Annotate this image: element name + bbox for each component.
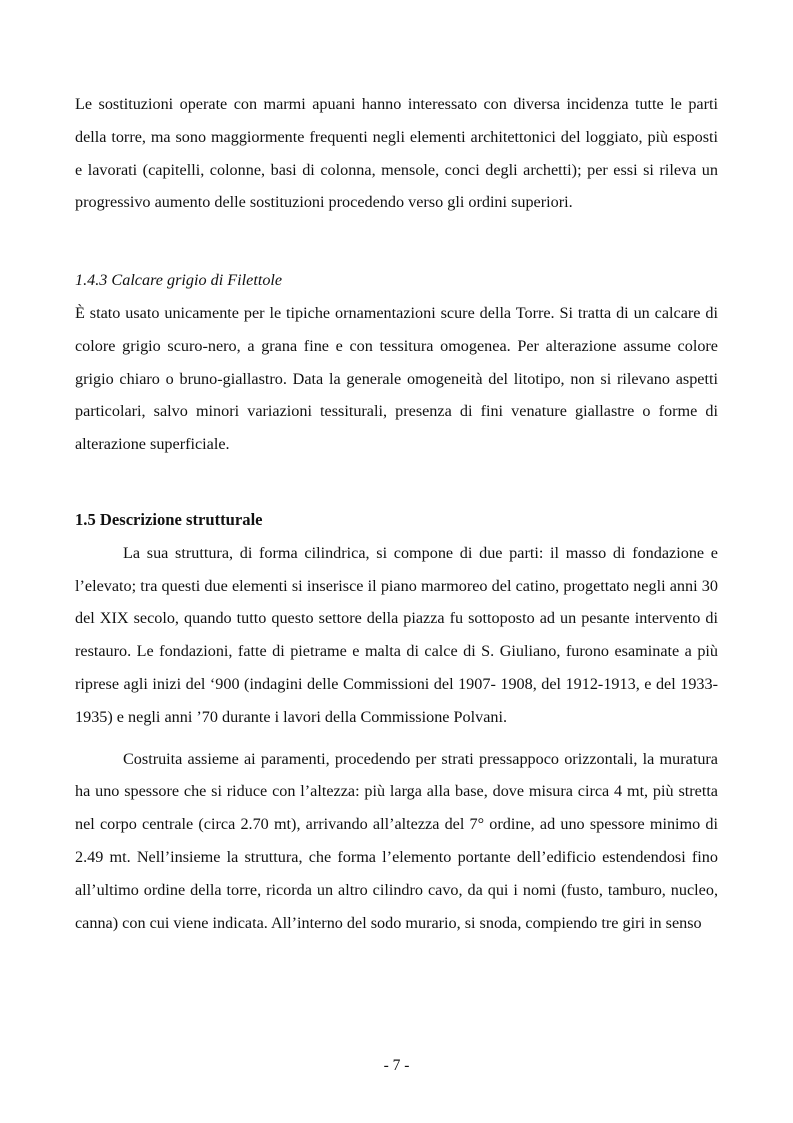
document-page [75, 88, 718, 939]
paragraph-muratura: Costruita assieme ai paramenti, procedendo per strati pressappoco orizzontali, la muratura ha uno spessore che si riduce con l’altezza: più larga alla base, dove misura circa 4 mt, più stretta nel corpo centrale (circa 2.70 mt), arrivando all’altezza del 7° ordine, ad uno spessore minimo di 2.49 mt. Nell’insieme la struttura, che forma l’elemento portante dell’edificio estendendosi fino all’ultimo ordine della torre, ricorda un altro cilindro cavo, da qui i nomi (fusto, tamburo, nucleo, canna) con cui viene indicata. All’interno del sodo murario, si snoda, compiendo tre giri in senso [75, 749, 718, 932]
paragraph-struttura: La sua struttura, di forma cilindrica, si compone di due parti: il masso di fondazione e l’elevato; tra questi due elementi si inserisce il piano marmoreo del catino, progettato negli anni 30 del XIX secolo, quando tutto questo settore della piazza fu sottoposto ad un pesante intervento di restauro. Le fondazioni, fatte di pietrame e malta di calce di S. Giuliano, furono esaminate a più riprese agli inizi del ‘900 (indagini delle Commissioni del 1907- 1908, del 1912-1913, e del 1933-1935) e negli anni ’70 durante i lavori della Commissione Polvani. [75, 543, 718, 726]
paragraph-calcare-grigio: È stato usato unicamente per le tipiche ornamentazioni scure della Torre. Si tratta di un calcare di colore grigio scuro-nero, a grana fine e con tessitura omogenea. Per alterazione assume colore grigio chiaro o bruno-giallastro. Data la generale omogeneità del litotipo, non si rilevano aspetti particolari, salvo minori variazioni tessiturali, presenza di fini venature giallastre o forme di alterazione superficiale. [75, 303, 718, 454]
section-heading-calcare-grigio: 1.4.3 Calcare grigio di Filettole [75, 271, 283, 290]
section-heading-descrizione-strutturale: 1.5 Descrizione strutturale [75, 509, 263, 529]
paragraph-marmi-apuani: Le sostituzioni operate con marmi apuani hanno interessato con diversa incidenza tutte le parti della torre, ma sono maggiormente frequenti negli elementi architettonici del loggiato, più esposti e lavorati (capitelli, colonne, basi di colonna, mensole, conci degli archetti); per essi si rileva un progressivo aumento delle sostituzioni procedendo verso gli ordini superiori. [75, 95, 718, 212]
page-number: - 7 - [383, 1057, 410, 1074]
